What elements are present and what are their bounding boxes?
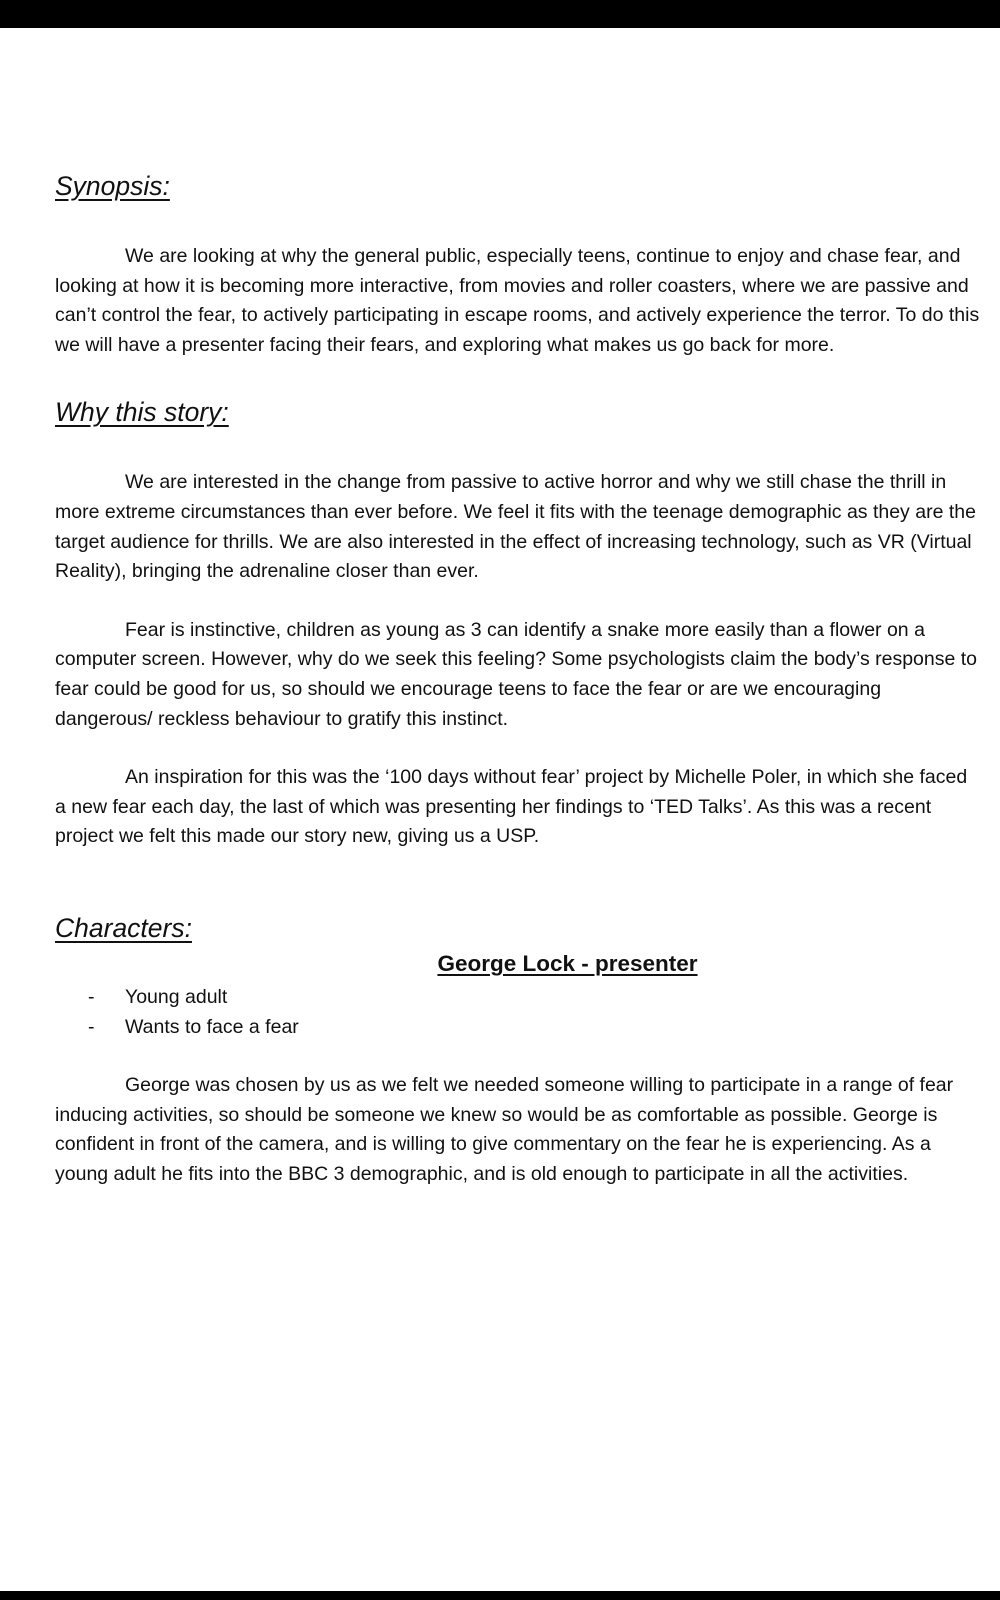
bottom-black-bar bbox=[0, 1591, 1000, 1600]
bullet-dash: - bbox=[88, 1015, 95, 1038]
why-paragraph-2: Fear is instinctive, children as young as 3 can identify a snake more easily than a flower on a computer screen. However, why do we seek this feeling? Some psychologists claim the body’s response to fear could be good for us, so should we encourage teens to face the fear or are we encouraging dangerous/ reckless behaviour to gratify this instinct. bbox=[55, 618, 978, 730]
character-traits-list bbox=[55, 983, 980, 1042]
why-paragraph-1: We are interested in the change from passive to active horror and why we still chase the thrill in more extreme circumstances than ever before. We feel it fits with the teenage demographic as they are the target audience for thrills. We are also interested in the effect of increasing technology, such as VR (Virtual Reality), bringing the adrenaline closer than ever. bbox=[55, 471, 976, 583]
synopsis-paragraph: We are looking at why the general public, especially teens, continue to enjoy and chase fear, and looking at how it is becoming more interactive, from movies and roller coasters, where we are passive and can’t control the fear, to actively participating in escape rooms, and actively experience the terror. To do this we will have a presenter facing their fears, and exploring what makes us go back for more. bbox=[55, 245, 980, 356]
synopsis-heading: Synopsis: bbox=[55, 171, 170, 201]
bullet-dash: - bbox=[88, 985, 95, 1008]
trait-face-fear: Wants to face a fear bbox=[125, 1015, 299, 1038]
why-paragraph-3: An inspiration for this was the ‘100 days without fear’ project by Michelle Poler, in which she faced a new fear each day, the last of which was presenting her findings to ‘TED Talks’. As this was a recent project we felt this made our story new, giving us a USP. bbox=[55, 766, 968, 848]
why-this-story-heading: Why this story: bbox=[55, 397, 229, 428]
trait-young-adult: Young adult bbox=[125, 985, 228, 1008]
list-item bbox=[55, 983, 980, 1013]
character-title: George Lock - presenter bbox=[437, 950, 698, 976]
top-black-bar bbox=[0, 0, 1000, 28]
list-item bbox=[55, 1013, 980, 1043]
character-description: George was chosen by us as we felt we needed someone willing to participate in a range of fear inducing activities, so should be someone we knew so would be as comfortable as possible. George is confident in front of the camera, and is willing to give commentary on the fear he is experiencing. As a young adult he fits into the BBC 3 demographic, and is old enough to participate in all the activities. bbox=[55, 1074, 954, 1185]
characters-heading: Characters: bbox=[55, 912, 192, 943]
document-body bbox=[55, 168, 980, 1189]
